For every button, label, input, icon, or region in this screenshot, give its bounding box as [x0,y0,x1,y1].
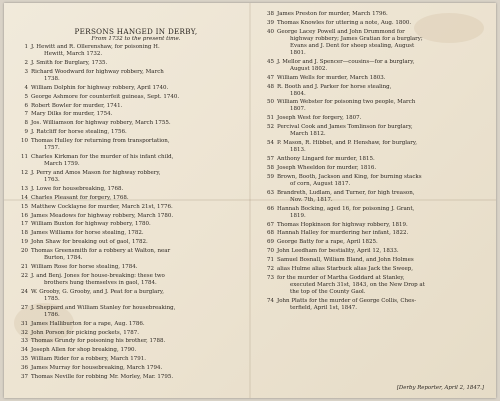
entry-text: Thomas Greensmith for a robbery at Walton, near [31,248,171,255]
entry-number: 57 [267,156,274,162]
entry-text: March 1812. [290,131,326,138]
entry-text: 1757. [44,145,60,152]
entry-text: W. Grooby, G. Grooby, and J. Peat for a burglary, [31,288,165,295]
entry-text: Percival Cook and James Tomlinson for burglary, [277,124,413,131]
entry-number: 54 [267,140,274,147]
entry-text: 1813. [290,147,306,154]
entry-text: Thomas Grundy for poisoning his brother, 1788. [31,338,166,345]
entry-number: 13 [21,185,28,192]
entry-text: William Buxton for highway robbery, 1780. [31,221,151,228]
entry-number: 45 [267,58,274,65]
entry-number: 1 [24,44,28,50]
entry-text: James Williams for horse stealing, 1782. [31,230,144,237]
entry-text: J. Smith for Burglary, 1735. [31,59,108,66]
entry-text: J. and Benj. Jones for house-breaking: these two [31,272,165,279]
entry-text: William Dolphin for highway robbery, April 1740. [31,84,169,91]
entry-text: for the murder of Martha Goddard at Stanley, [277,274,405,281]
entry-number: 67 [267,221,274,228]
entry-text: William Wells for murder, March 1803. [277,74,386,81]
entry-number: 69 [267,239,274,246]
entry-number: 10 [21,138,28,145]
entry-number: 52 [267,124,274,131]
entry-text: 1819. [290,212,306,219]
entry-text: brothers hung themselves in gaol, 1784. [44,279,157,286]
entry-text: executed March 31st, 1843, on the New Drop at [290,281,425,288]
entry-text: the top of the County Gaol. [290,288,366,295]
entry-number: 38 [267,11,274,17]
entry-text: 1786. [44,311,60,318]
entry-text: March 1759. [44,161,80,167]
entry-text: Charles Kirkman for the murder of his infant child, [31,154,174,160]
entry-number: 47 [267,74,274,81]
entry-text: Brandreth, Ludlam, and Turner, for high treason, [277,189,415,196]
entry-text: James Preston for murder, March 1796. [277,11,388,17]
entry-text: J. Mellor and J. Spencer—cousins—for a burglary, [277,58,415,65]
source-citation: [Derby Reporter, April 2, 1847.] [396,385,484,391]
entry-text: William Rider for a robbery, March 1791. [31,356,147,363]
entry-number: 31 [21,320,28,327]
entry-number: 15 [21,203,28,210]
entry-text: Nov. 7th, 1817. [290,196,333,203]
entry-number: 51 [267,115,274,122]
entry-number: 24 [21,288,28,295]
entry-text: James Meadows for highway robbery, March 1780. [31,212,174,219]
entry-number: 58 [267,164,274,171]
entry-number: 2 [24,59,28,66]
entry-text: J. Hewitt and R. Ollerenshaw, for poisoning H. [31,44,160,50]
entry-number: 18 [21,230,28,237]
entry-text: 1785. [44,295,60,302]
entry-text: Burton, 1784. [44,255,83,262]
entry-number: 3 [24,68,28,75]
entry-number: 35 [21,356,28,363]
entry-number: 50 [267,99,274,106]
entry-text: John Shaw for breaking out of gaol, 1782. [31,239,148,246]
paper-stain [414,13,484,43]
entry-number: 19 [21,239,28,246]
entry-text: George Batty for a rape, April 1825. [277,239,378,246]
entry-number: 27 [21,304,28,311]
entry-text: of corn, August 1817. [290,180,351,187]
entry-number: 72 [267,266,274,272]
entry-number: 7 [24,111,28,118]
entry-number: 34 [21,347,28,354]
entry-text: Hannah Halley for murdering her infant, 1822. [277,230,409,237]
entry-text: J. Perry and Amos Mason for highway robbery, [31,169,161,176]
entry-number: 8 [24,120,28,127]
entry-text: William Rose for horse stealing, 1784. [31,264,138,270]
entry-text: George Lacey Powell and John Drummond for [277,28,405,35]
entry-text: Matthew Cocklayne for murder, March 21st, 1776. [31,203,173,210]
handbill-sheet [4,3,496,398]
entry-text: William Webster for poisoning two people, March [277,99,416,106]
entry-text: alias Hulme alias Starbuck alias Jack the Sweep, [277,266,414,272]
entry-number: 70 [267,248,274,255]
entry-text: 1807. [290,106,306,113]
entry-text: 1804. [290,90,306,97]
entry-text: Anthony Lingard for murder, 1815. [277,156,375,162]
entry-text: Mary Dilks for murder, 1754. [31,111,113,118]
entry-text: John Porson for picking pockets, 1787. [31,329,139,336]
entry-text: John Platts for the murder of George Collis, Ches- [277,297,417,304]
entry-text: Robert Bowler for murder, 1741. [31,102,123,109]
entry-number: 48 [267,83,274,90]
entry-text: Joseph Wheeldon for murder, 1816. [277,164,377,171]
entry-number: 33 [21,338,28,345]
entry-text: J. Sheppard and William Stanley for housebreaking, [31,304,176,311]
entry-text: 1801. [290,49,306,56]
entry-text: Joseph Allen for shop breaking, 1790. [31,347,137,354]
entry-text: Brown, Booth, Jackson and King, for burning stacks [277,173,422,180]
entry-text: Thomas Hopkinson for highway robbery, 1819. [277,221,408,228]
entry-number: 9 [24,129,28,136]
entry-number: 74 [267,297,274,304]
entry-text: George Ashmore for counterfeit guineas, Sept. 1740. [31,93,180,100]
entry-text: 1763. [44,176,60,183]
entry-number: 73 [267,274,274,281]
entry-text: Thomas Knowles for uttering a note, Aug. 1800. [277,19,412,26]
entry-text: John Leedham for bestiality, April 12, 1833. [277,248,399,255]
entry-text: Hewitt, March 1732. [44,51,103,57]
entry-number: 71 [267,257,274,264]
entry-number: 40 [267,28,274,35]
entry-number: 20 [21,248,28,255]
entry-number: 32 [21,329,28,336]
entry-number: 4 [24,84,28,91]
entry-number: 12 [21,169,28,176]
entry-text: R. Booth and J. Parker for horse stealing, [277,83,392,90]
entry-number: 59 [267,173,274,180]
entry-number: 6 [24,102,28,109]
entry-number: 63 [267,189,274,196]
entry-number: 14 [21,194,28,201]
entry-number: 17 [21,221,28,228]
entry-text: J. Lowe for housebreaking, 1768. [31,185,124,192]
entry-number: 68 [267,230,274,237]
entry-text: Richard Woodward for highway robbery, March [31,68,164,75]
entry-number: 39 [267,19,274,26]
entry-number: 16 [21,212,28,219]
entry-number: 66 [267,205,274,212]
entry-text: Charles Pleasant for forgery, 1768. [31,194,129,201]
entry-text: P. Mason, R. Hibbet, and P. Henshaw, for burglary, [277,140,418,147]
entry-text: Samuel Bosnall, William Bland, and John Holmes [277,257,414,264]
entry-text: Thomas Neville for robbing Mr. Morley, Mar. 1795. [31,374,174,380]
entry-text: 1738. [44,75,60,82]
entry-number: 36 [21,365,28,372]
entry-text: J. Ratcliff for horse stealing, 1756. [31,129,127,136]
entry-text: James Murray for housebreaking, March 1794. [31,365,163,372]
page-title: PERSONS HANGED IN DERBY, [74,27,198,36]
entry-text: terfield, April 1st, 1847. [290,304,357,311]
entry-text: August 1802. [290,65,328,72]
entry-text: Evans and J. Dent for sheep stealing, August [290,42,415,49]
entry-number: 11 [21,154,28,160]
entry-text: Jos. Williamson for highway robbery, March 1755. [31,120,171,127]
entry-number: 22 [21,272,28,279]
entry-text: Hannah Bocking, aged 16, for poisoning J. Grant, [277,205,415,212]
entry-text: Thomas Hulley for returning from transportation, [31,138,170,145]
page-subtitle: From 1732 to the present time. [91,36,181,42]
entry-number: 5 [24,93,28,100]
entry-number: 37 [21,374,28,380]
entry-text: highway robbery; James Gratian for a burglary; [290,35,423,42]
entry-text: Joseph West for forgery, 1807. [277,115,362,122]
entry-number: 21 [21,264,28,270]
entry-text: James Halliburton for a rape, Aug. 1786. [31,320,145,327]
